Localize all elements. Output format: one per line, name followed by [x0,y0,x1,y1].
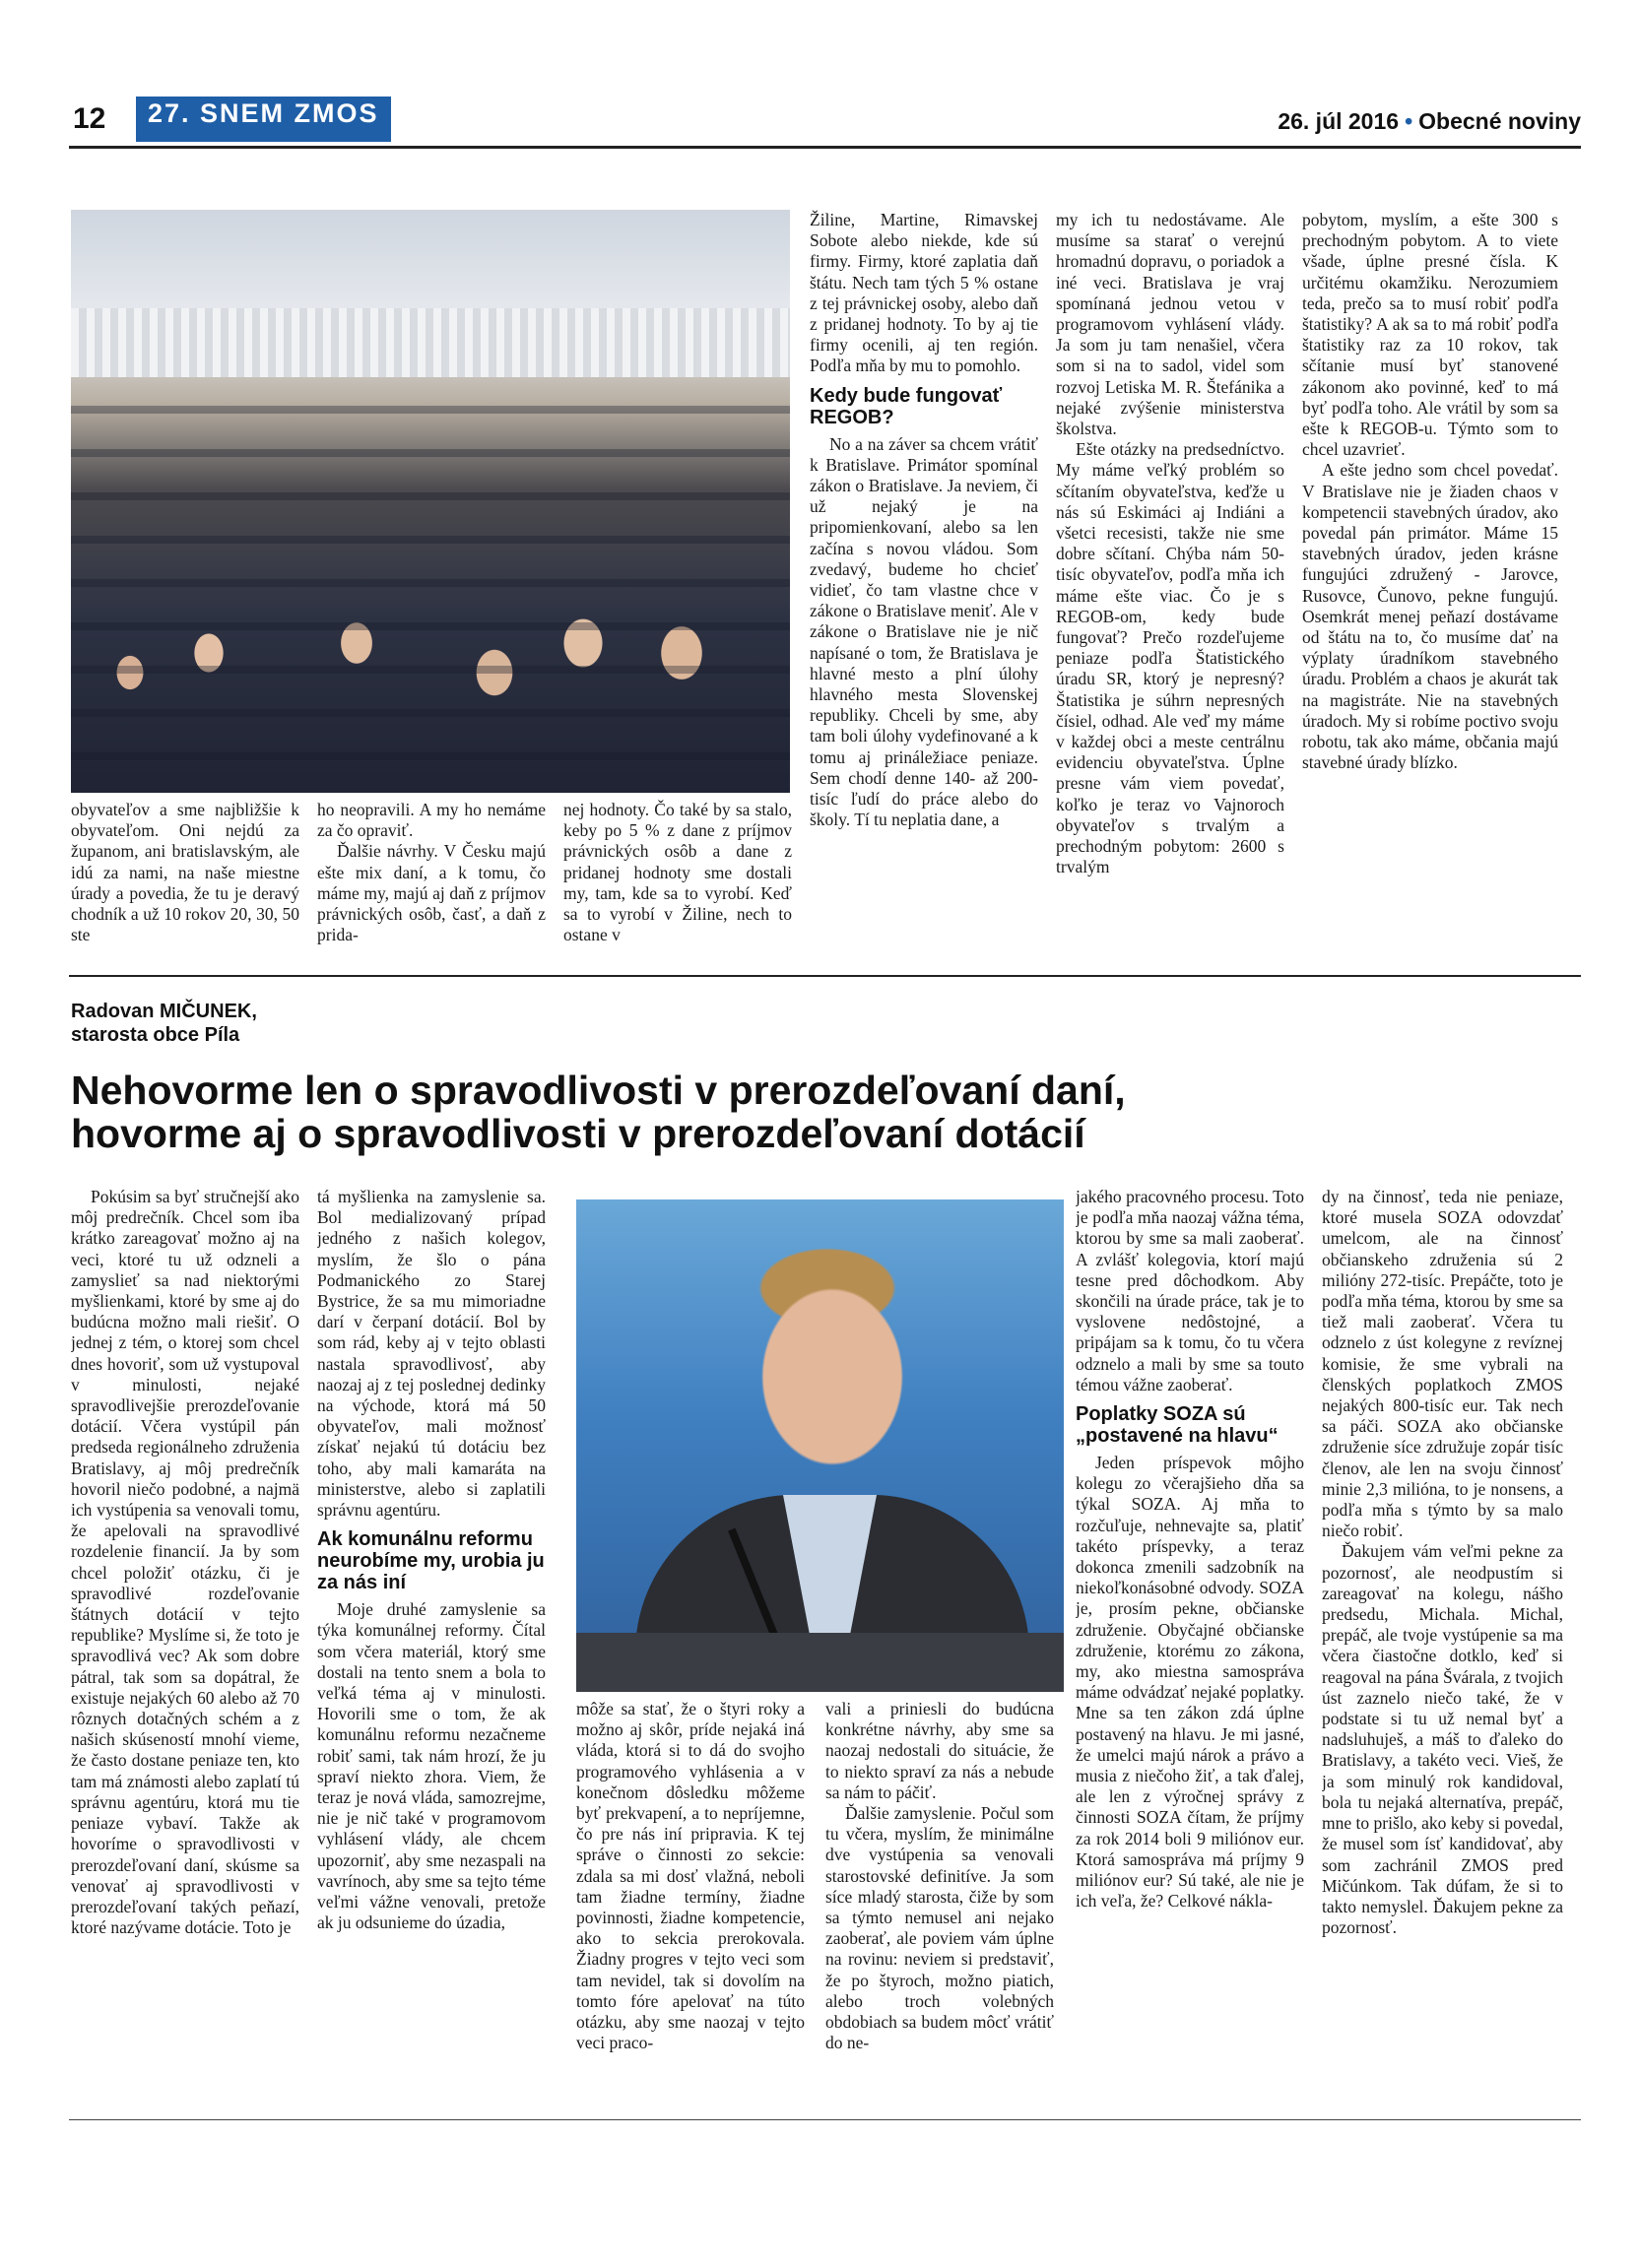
photo-audience-rows [71,382,790,793]
paragraph: vali a priniesli do budúcna konkrétne návrhy, aby sme sa naozaj nedostali do situácie, že to niekto spraví za nás a nebude sa nám to páčiť. [825,1699,1054,1802]
separator-dot: • [1405,108,1413,134]
speaker-photo [576,1199,1064,1692]
top-col-3 [563,800,792,967]
bottom-col-5 [1076,1187,1304,2112]
paragraph: ho neopravili. A my ho nemáme za čo opraviť. [317,800,546,841]
bottom-col-1 [71,1187,299,2112]
paragraph: Žiline, Martine, Rimavskej Sobote alebo niekde, kde sú firmy. Firmy, ktoré zaplatia daň štátu. Nech tam tých 5 % ostane z tej právnickej osoby, alebo daň z pridanej hodnoty. To by aj tie firmy ocenili, aj ten región. Podľa mňa by mu to pomohlo. [810,210,1038,376]
article-headline [71,1069,1568,1155]
bottom-col-3 [576,1699,805,2112]
subheading-regob: Kedy bude fungovať REGOB? [810,384,1003,428]
issue-info [1278,108,1581,135]
paragraph: Ďakujem vám veľmi pekne za pozornosť, ale neodpustím si zareagovať na kolegu, nášho predsedu, Michala. Michal, prepáč, ale tvoje vystúpenie sa ma včera čiastočne dotklo, keď si reagoval na pána Švárala, z tvojich úst zaznelo niečo také, že v podstate si tu už nemal byť a nadsluhuješ, a máš to ďaleko do Bratislavy, a takéto veci. Vieš, že ja som minulý rok kandidoval, bola tu nejaká alternatíva, prepáč, mne to prišlo, ako keby si povedal, že musel som ísť kandidovať, aby som zachránil ZMOS pred Mičúnkom. Tak dúfam, že si to takto nemyslel. Ďakujem pekne za pozornosť. [1322,1541,1563,1938]
paragraph: dy na činnosť, teda nie peniaze, ktoré musela SOZA odovzdať umelcom, ale na činnosť občianskeho združenia sú 2 milióny 272-tisíc. Prepáčte, toto je podľa mňa téma, ktorou by sme sa tiež mali zaoberať. Včera tu odznelo z úst kolegyne z revíznej komisie, že sme vybrali na členských poplatkoch ZMOS nejakých 800-tisíc eur. Tak nech sa páči. SOZA ako občianske združenie síce združuje zopár tisíc členov, ale len na svoju činnosť minie 2,3 milióna, to je nonsens, a podľa mňa s týmto by sa malo niečo robiť. [1322,1187,1563,1541]
headline-line-2: hovorme aj o spravodlivosti v prerozdeľovaní dotácií [71,1111,1085,1156]
page-number: 12 [73,102,106,135]
paragraph: my ich tu nedostávame. Ale musíme sa starať o verejnú hromadnú dopravu, o poriadok a iné veci. Bratislava je vraj spomínaná jednou vetou v programovom vyhlásení vlády. Ja som ju tam nenašiel, včera som si na to sadol, videl som rozvoj Letiska M. R. Štefánika a nejaké zvýšenie ministerstva školstva. [1056,210,1284,439]
top-col-6 [1302,210,1558,968]
paragraph: pobytom, myslím, a ešte 300 s prechodným pobytom. A to viete všade, úplne presné čísla. K určitému okamžiku. Nerozumiem teda, prečo sa to musí robiť podľa štatistiky? A ak sa to má robiť podľa štatistiky raz za 10 rokov, tak sčítanie musí byť stanovené zákonom ako povinné, keď to má byť podľa toho. Ale vrátil by som sa ešte k REGOB-u. Týmto som to chcel uzavrieť. [1302,210,1558,460]
bottom-col-2 [317,1187,546,2112]
paragraph: tá myšlienka na zamyslenie sa. Bol medializovaný prípad jedného z našich kolegov, myslím, že šlo o pána Podmanického zo Starej Bystrice, že sa mu mimoriadne darí v čerpaní dotácií. Bol by som rád, keby aj v tejto oblasti nastala spravodlivosť, aby naozaj aj z tej poslednej dedinky na východe, ktorá má 50 obyvateľov, mali možnosť získať nejakú tú dotáciu bez toho, aby mali kamaráta na ministerstve, alebo si zaplatili správnu agentúru. [317,1187,546,1521]
top-col-1 [71,800,299,967]
bottom-col-4 [825,1699,1054,2112]
paragraph: Ďalšie návrhy. V Česku majú ešte mix daní, a k tomu, čo máme my, majú aj daň z príjmov právnických osôb, časť, a daň z prida- [317,841,546,945]
assembly-audience-photo [71,210,790,793]
author-name: Radovan MIČUNEK, [71,1001,257,1022]
issue-date: 26. júl 2016 [1278,108,1400,134]
paragraph: Pokúsim sa byť stručnejší ako môj predrečník. Chcel som iba krátko zareagovať možno aj na veci, ktoré tu už odzneli a zamyslieť sa nad niektorými myšlienkami, ktoré by sme aj do budúcna možno mali riešiť. O jednej z tém, o ktorej som chcel dnes hovoriť, som už vystupoval v minulosti, nejaké spravodlivejšie prerozdeľovanie dotácií. Včera vystúpil pán predseda regionálneho združenia Bratislavy, aj môj predrečník hovoril niečo podobné, a najmä ich vystúpenia sa venovali tomu, že apelovali na spravodlivé rozdelenie financií. Ja by som chcel položiť otázku, či je spravodlivé rozdeľovanie štátnych dotácií v tejto republike? Myslíme si, že toto je spravodlivá vec? Ak som dobre pátral, tak som sa dopátral, že existuje nejakých 60 alebo až 70 rôznych dotačných schém a z našich skúseností mnohí vieme, že často dostane peniaze ten, kto tam má známosti alebo zaplatí tú správnu agentúru, ktorá mu tie peniaze vybaví. Takže ak hovoríme o spravodlivosti v prerozdeľovaní daní, skúsme sa venovať aj spravodlivosti v prerozdeľovaní takých peňazí, ktoré nazývame dotácie. Toto je [71,1187,299,1938]
headline-line-1: Nehovorme len o spravodlivosti v prerozdeľovaní daní, [71,1068,1126,1113]
section-label: 27. SNEM ZMOS [138,98,389,140]
subheading-soza: Poplatky SOZA sú „postavené na hlavu“ [1076,1403,1279,1448]
bottom-col-6 [1322,1187,1563,2112]
paragraph: Jeden príspevok môjho kolegu zo včerajšieho dňa sa týkal SOZA. Aj mňa to rozčuľuje, nehnevajte sa, platiť takéto príspevky, a teraz dokonca zmenili sadzobník na niekoľkonásobné odvody. SOZA je, prosím pekne, občianske združenie. Obyčajné občianske združenie, ktorému zo zákona, my, ako miestna samospráva máme odvádzať nejaké poplatky. Mne sa ten zákon zdá úplne postavený na hlavu. Je mi jasné, že umelci majú nárok a právo a musia z niečoho žiť, a tak ďalej, ale len z výročnej správy z činnosti SOZA čítam, že príjmy za rok 2014 boli 9 miliónov eur. Ktorá samospráva má príjmy 9 miliónov eur? Sú také, ale nie je ich veľa, že? Celkové nákla- [1076,1453,1304,1912]
publication-name: Obecné noviny [1418,108,1581,134]
paragraph: nej hodnoty. Čo také by sa stalo, keby po 5 % z dane z príjmov právnických osôb a dane z pridanej hodnoty sme dostali my, tam, kde sa to vyrobí. Keď sa to vyrobí v Žiline, nech to ostane v [563,800,792,945]
page-header [69,98,1581,142]
top-col-4 [810,210,1038,968]
paragraph: jakého pracovného procesu. Toto je podľa mňa naozaj vážna téma, ktorou by sme sa mali zaoberať. A zvlášť kolegovia, ktorí majú tesne pred dôchodkom. Aby skončili na úrade práce, tak je to vyslovene nedôstojné, a pripájam sa k tomu, čo tu včera odznelo a mali by sme sa touto témou vážne zaoberať. [1076,1187,1304,1394]
photo-podium [576,1633,1064,1692]
article-divider [69,975,1581,977]
paragraph: A ešte jedno som chcel povedať. V Bratislave nie je žiaden chaos v kompetencii stavebných úradov, ako povedal pán primátor. Máme 15 stavebných úradov, jeden krásne fungujúci združený - Jarovce, Rusovce, Čunovo, pekne fungujú. Osemkrát menej peňazí dostávame od štátu na to, čo musíme dať na výplaty úradníkom stavebného úradu. Problém a chaos je akurát tak na magistráte. Nie na stavebných úradoch. My si robíme poctivo svoju robotu, tak ako máme, občania majú stavebné úrady blízko. [1302,460,1558,773]
paragraph: môže sa stať, že o štyri roky a možno aj skôr, príde nejaká iná vláda, ktorá si to dá do svojho programového vyhlásenia a v konečnom dôsledku môžeme byť prekvapení, a to nepríjemne, čo pre nás iní pripravia. K tej správe o činnosti zo sekcie: zdala sa mi dosť vlažná, neboli tam žiadne termíny, žiadne povinnosti, žiadne kompetencie, ako to sekcia prerokovala. Žiadny progres v tejto veci som tam nevidel, tak si dovolím na tomto fóre apelovať na túto otázku, aby sme naozaj v tejto veci praco- [576,1699,805,2053]
top-col-5 [1056,210,1284,968]
header-rule [69,146,1581,149]
author-role: starosta obce Píla [71,1024,240,1046]
footer-rule [69,2119,1581,2120]
paragraph: Moje druhé zamyslenie sa týka komunálnej reformy. Čítal som včera materiál, ktorý sme dostali na tento snem a bola to veľká téma aj v minulosti. Hovorili sme o tom, že ak komunálnu reformu nezačneme robiť sami, tak nám hrozí, že ju spraví niekto zhora. Viem, že teraz je nová vláda, samozrejme, nie je nič také v programovom vyhlásení vlády, ale chcem upozorniť, aby sme nezaspali na vavrínoch, aby sme sa tejto téme veľmi vážne venovali, pretože ak ju odsunieme do úzadia, [317,1599,546,1933]
paragraph: Ešte otázky na predsedníctvo. My máme veľký problém so sčítaním obyvateľstva, keďže u nás sú Eskimáci aj Indiáni a všetci recesisti, takže nie sme dobre sčítaní. Chýba nám 50- tisíc obyvateľov, podľa mňa ich máme ešte viac. Čo je s REGOB-om, kedy bude fungovať? Prečo rozdeľujeme peniaze podľa Štatistického úradu SR, ktorý je nepresný? Štatistika je súhrn nepresných čísiel, odhad. Ale veď my máme v každej obci a meste centrálnu evidenciu obyvateľstva. Úplne presne vám viem povedať, koľko je teraz vo Vajnoroch obyvateľov s trvalým a prechodným pobytom: 2600 s trvalým [1056,439,1284,877]
top-col-2 [317,800,546,967]
byline [71,1000,257,1047]
subheading-reform: Ak komunálnu reformu neurobíme my, urobia ju za nás iní [317,1528,545,1594]
photo-stage-backdrop [71,308,790,377]
paragraph: obyvateľov a sme najbližšie k obyvateľom. Oni nejdú za županom, ani bratislavským, ale idú za nami, na naše miestne úrady a povedia, že tu je deravý chodník a už 10 rokov 20, 30, 50 ste [71,800,299,945]
paragraph: No a na záver sa chcem vrátiť k Bratislave. Primátor spomínal zákon o Bratislave. Ja neviem, či už nejaký je na pripomienkovaní, alebo sa len začína s novou vládou. Som zvedavý, budeme ho chcieť vidieť, čo tam vlastne chce v zákone o Bratislave meniť. Ale v zákone o Bratislave nie je nič napísané o tom, že Bratislava je hlavné mesto a plní úlohy hlavného mesta Slovenskej republiky. Chceli by sme, aby tam boli úlohy vydefinované a k tomu aj prináležiace peniaze. Sem chodí denne 140- až 200-tisíc ľudí do práce alebo do školy. Tí tu neplatia dane, a [810,433,1038,830]
paragraph: Ďalšie zamyslenie. Počul som tu včera, myslím, že minimálne dve vystúpenia sa venovali starostovské definitíve. Ja som síce mladý starosta, čiže by som sa týmto nemusel ani nejako zaoberať, ale poviem vám úplne na rovinu: neviem si predstaviť, že po štyroch, možno piatich, alebo troch volebných obdobiach sa budem môcť vrátiť do ne- [825,1803,1054,2053]
